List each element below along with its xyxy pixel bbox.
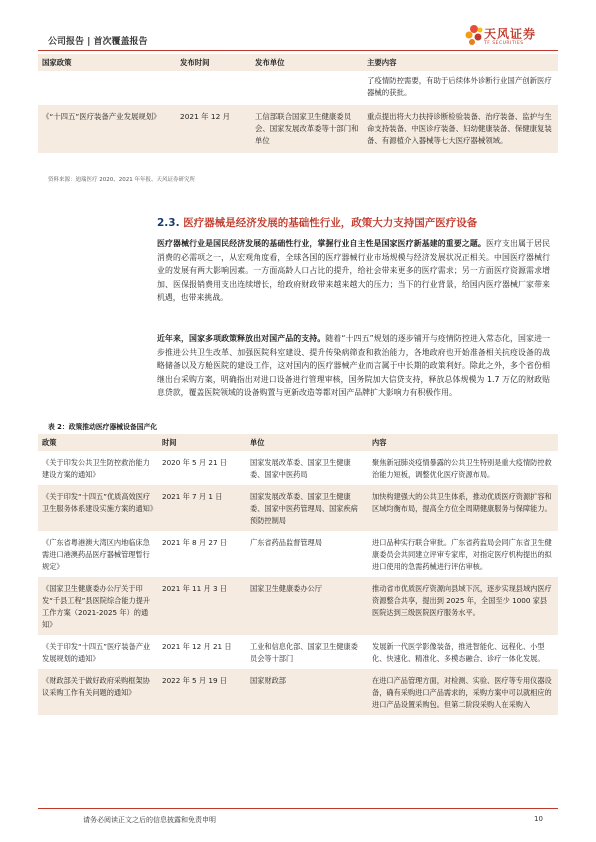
- header-unit: 发布单位: [255, 58, 285, 67]
- paragraph-body: 随着“十四五”规划的逐步铺开与疫情防控进入常态化，国家进一步推进公共卫生改革、加强医院科室建设、提升传染病筛查和救治能力，各地政府也开始准备相关抗疫设备的战略储备以及方舱医院的建设工作，这对国内的医疗器械产业而言属于中长期的政策利好。除此之外，多个省份相继出台采购方案，明确指出对进口设备进行管理审核，国务院加大信贷支持，释放总体规模为 1.7 万亿的财政贴息贷款，覆盖医院领域的设备购置与更新改造等都对国产品牌扩大影响力有积极作用。: [157, 334, 550, 397]
- date-cell: 2021 年 12 月 21 日: [162, 642, 232, 651]
- footer-disclaimer: 请务必阅读正文之后的信息披露和免责申明: [83, 816, 216, 824]
- section-number: 2.3.: [157, 217, 180, 229]
- content-cell: 加快构建强大的公共卫生体系，推动优质医疗资源扩容和区域均衡布局，提高全方位全周期健康服务与保障能力。: [372, 492, 552, 513]
- header-policy: 政策: [42, 438, 57, 447]
- policy-cell: 《关于印发公共卫生防控救治能力建设方案的通知》: [42, 458, 150, 479]
- policy-cell: 《关于印发“十四五”医疗装备产业发展规划的通知》: [42, 642, 151, 663]
- header-unit: 单位: [250, 438, 265, 447]
- policy-cell: 《广东省粤港澳大湾区内地临床急需进口港澳药品医疗器械管理暂行规定》: [42, 538, 150, 571]
- unit-cell: 国家发展改革委、国家卫生健康委、国家中医药局: [250, 458, 351, 479]
- section-heading: 医疗器械是经济发展的基础性行业，政策大力支持国产医疗设备: [183, 217, 478, 229]
- date-cell: 2021 年 8 月 27 日: [162, 538, 227, 547]
- continued-content: 了疫情防控需要，有助于后续体外诊断行业国产创新医疗器械的获批。: [367, 76, 552, 97]
- source-note: 资料来源：迪瑞医疗 2020、2021 年年报、天风证券研究所: [48, 177, 195, 183]
- unit-cell: 国家发展改革委、国家卫生健康委、国家中医药管理局、国家疾病预防控制局: [250, 492, 358, 525]
- content-cell: 推动省市优质医疗资源向县域下沉，逐步实现县域内医疗资源整合共享，提出到 2025 年，全国至少 1000 家县医院达到三级医院医疗服务水平。: [372, 584, 552, 617]
- date-cell: 2021 年 7 月 1 日: [162, 492, 223, 501]
- policy-table-continued: [38, 54, 558, 153]
- policy-table: [38, 434, 558, 715]
- table-row: [38, 635, 558, 669]
- table2-title: 表 2：政策推动医疗器械设备国产化: [48, 423, 158, 431]
- date-cell: 2021 年 11 月 3 日: [162, 584, 227, 593]
- table-row: [38, 669, 558, 715]
- header-content: 内容: [372, 438, 387, 447]
- content-cell: 进口品种实行联合审批。广东省药监局会同广东省卫生健康委员会共同建立评审专家库，对指定医疗机构提出的拟进口使用的急需药械进行评估审核。: [372, 538, 552, 571]
- table-row: [38, 71, 558, 105]
- policy-cell: 《国家卫生健康委办公厅关于印发“千县工程”县医院综合能力提升工作方案（2021-2025 年）的通知》: [42, 584, 151, 629]
- policy-cell: 《关于印发“十四五”优质高效医疗卫生服务体系建设实施方案的通知》: [42, 492, 158, 513]
- paragraph-body: 医疗支出属于居民消费的必需项之一，从宏观角度看，全球各国的医疗器械行业市场规模与经济发展状况正相关。中国医疗器械行业的发展有两大影响因素。一方面高龄人口占比的提升，给社会带来更多的医疗需求；另一方面医疗资源需求增加、医保报销费用支出连续增长，给政府财政带来越来越大的压力；当下的行业背景，给国内医疗器械厂家带来机遇，也带来挑战。: [157, 239, 550, 302]
- header-divider: [38, 50, 558, 51]
- footer-divider: [38, 808, 558, 809]
- header-policy: 国家政策: [42, 58, 72, 67]
- paragraph-lead: 近年来，国家多项政策释放出对国产品的支持。: [157, 334, 326, 343]
- section-title: [157, 215, 477, 230]
- unit-cell: 工业和信息化部、国家卫生健康委员会等十部门: [250, 642, 358, 663]
- content-cell: 发展新一代医学影像装备，推进智能化、远程化、小型化、快速化、精准化、多模态融合、诊疗一体化发展。: [372, 642, 545, 663]
- table-row: [38, 531, 558, 577]
- header-date: 时间: [162, 438, 177, 447]
- logo-sub: TF SECURITIES: [484, 41, 524, 46]
- date-cell: 2022 年 5 月 19 日: [162, 676, 227, 685]
- content-cell: 重点提出将大力扶持诊断检验装备、治疗装备、监护与生命支持装备、中医诊疗装备、妇幼健康装备、保健康复装备、有源植介入器械等七大医疗器械领域。: [367, 112, 552, 145]
- unit-cell: 广东省药品监督管理局: [250, 538, 322, 547]
- date-cell: 2021 年 12 月: [180, 112, 231, 121]
- header-content: 主要内容: [367, 58, 397, 67]
- report-header: 公司报告 | 首次覆盖报告: [48, 37, 148, 47]
- table-row: [38, 451, 558, 485]
- policy-cell: 《“十四五”医疗装备产业发展规划》: [42, 112, 161, 121]
- table-row: [38, 485, 558, 531]
- unit-cell: 国家财政部: [250, 676, 286, 685]
- content-cell: 在进口产品管理方面，对检测、实验、医疗等专用仪器设备，确有采购进口产品需求的，采购方案中可以就相应的进口产品设置采购包。但第二阶段采购人在采购入: [372, 676, 552, 709]
- date-cell: 2020 年 5 月 21 日: [162, 458, 227, 467]
- page-number: 10: [534, 815, 543, 823]
- unit-cell: 国家卫生健康委办公厅: [250, 584, 322, 593]
- policy-cell: 《财政部关于做好政府采购框架协议采购工作有关问题的通知》: [42, 676, 150, 697]
- unit-cell: 工信部联合国家卫生健康委员会、国家发展改革委等十部门和单位: [255, 112, 359, 145]
- logo-name: 天风证券: [484, 27, 537, 41]
- table-header-row: [38, 54, 558, 71]
- content-cell: 聚焦新冠肺炎疫情暴露的公共卫生特别是重大疫情防控救治能力短板，调整优化医疗资源布局。: [372, 458, 552, 479]
- table-header-row: [38, 434, 558, 451]
- paragraph-1: [157, 237, 550, 305]
- table-row: [38, 577, 558, 635]
- paragraph-2: [157, 332, 550, 400]
- header-date: 发布时间: [180, 58, 210, 67]
- paragraph-lead: 医疗器械行业是国民经济发展的基础性行业，掌握行业自主性是国家医疗新基建的重要之题。: [157, 239, 486, 248]
- table-row: [38, 105, 558, 153]
